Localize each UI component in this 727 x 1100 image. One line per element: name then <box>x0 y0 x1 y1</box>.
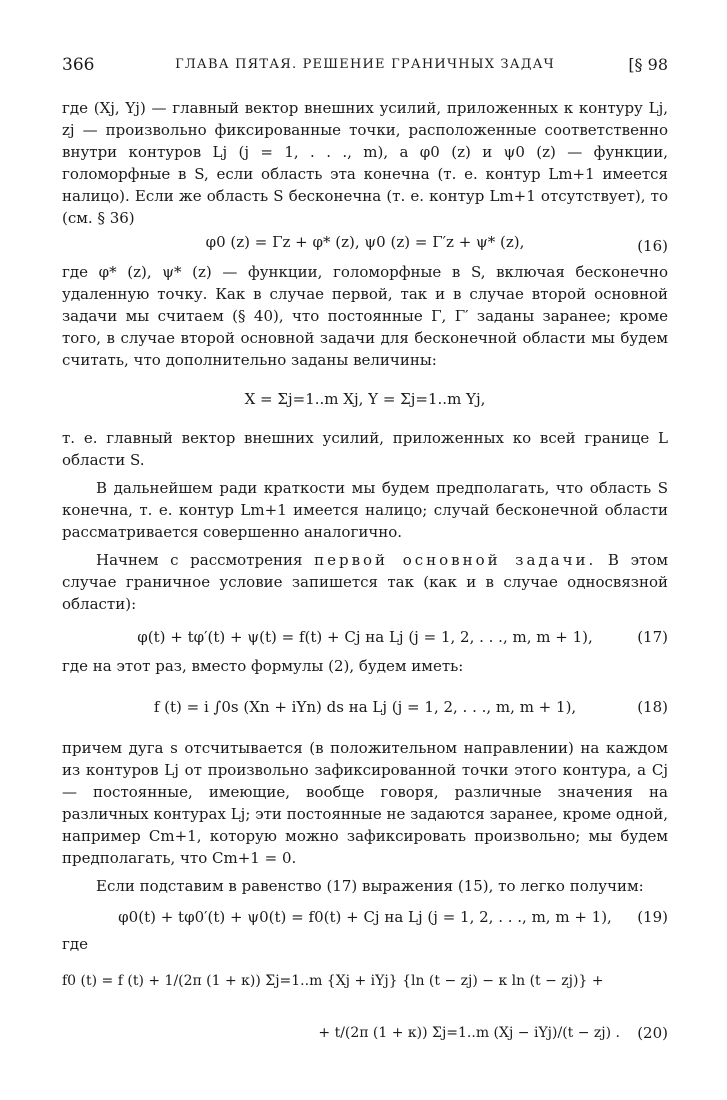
equation-16 <box>62 231 668 261</box>
equation-16-number: (16) <box>637 237 668 255</box>
equation-20-part-1: f0 (t) = f (t) + 1/(2π (1 + κ)) Σj=1..m {Xj + iYj} {ln (t − zj) − κ ln (t − zj)} + <box>62 973 604 989</box>
first-main-problem-emphasis: первой основной задачи. <box>314 551 597 569</box>
equation-20-part-2: + t/(2π (1 + κ)) Σj=1..m (Xj − iYj)/(t − zj) . <box>318 1025 620 1041</box>
paragraph-6: где на этот раз, вместо формулы (2), будем иметь: <box>62 657 464 675</box>
page-number: 366 <box>62 55 95 75</box>
equation-20-line-1 <box>62 955 668 1007</box>
page-body <box>62 97 668 1059</box>
paragraph-5 <box>62 549 668 615</box>
equation-20-line-2 <box>62 1007 668 1059</box>
equation-20-number: (20) <box>637 1024 668 1042</box>
equation-19-body: φ0(t) + tφ0′(t) + ψ0(t) = f0(t) + Cj на Lj (j = 1, 2, . . ., m, m + 1), <box>118 908 612 926</box>
paragraph-9: где <box>62 935 88 953</box>
paragraph-8: Если подставим в равенство (17) выражения (15), то легко получим: <box>96 877 644 895</box>
paragraph-3: т. е. главный вектор внешних усилий, приложенных ко всей границе L области S. <box>62 429 668 469</box>
equation-19-number: (19) <box>637 908 668 926</box>
equation-17 <box>62 619 668 655</box>
equation-19 <box>62 901 668 933</box>
equation-17-number: (17) <box>637 628 668 646</box>
paragraph-2: где φ* (z), ψ* (z) — функции, голоморфные в S, включая бесконечно удаленную точку. Как в случае первой, так и в случае второй основной задачи мы считаем (§ 40), что постоянные Γ, Γ′ заданы заранее; кроме того, в случае второй основной задачи для бесконечной области мы будем считать, что дополнительно заданы величины: <box>62 263 668 369</box>
paragraph-1: где (Xj, Yj) — главный вектор внешних усилий, приложенных к контуру Lj, zj — произвольно фиксированные точки, расположенные соответственно внутри контуров Lj (j = 1, . . ., m), а φ0 (z) и ψ0 (z) — функции, голоморфные в S, если область эта конечна (т. е. контур Lm+1 имеется налицо). Если же область S бесконечна (т. е. контур Lm+1 отсутствует), то (см. § 36) <box>62 99 668 227</box>
paragraph-5-end: В этом случае граничное условие запишется так (как и в случае односвязной области): <box>62 551 668 613</box>
equation-18-number: (18) <box>637 698 668 716</box>
equation-18-body: f (t) = i ∫0s (Xn + iYn) ds на Lj (j = 1, 2, . . ., m, m + 1), <box>153 698 577 716</box>
section-marker: [§ 98 <box>628 55 668 74</box>
equation-18 <box>62 677 668 737</box>
equation-16-body: φ0 (z) = Γz + φ* (z), ψ0 (z) = Γ′z + ψ* (z), <box>205 233 525 251</box>
equation-XY-body: X = Σj=1..m Xj, Y = Σj=1..m Yj, <box>244 390 486 408</box>
page-header <box>62 55 668 81</box>
equation-XY <box>62 371 668 427</box>
paragraph-4: В дальнейшем ради краткости мы будем предполагать, что область S конечна, т. е. контур Lm+1 имеется налицо; случай бесконечной области рассматривается совершенно аналогично. <box>62 479 668 541</box>
equation-17-body: φ(t) + tφ′(t) + ψ(t) = f(t) + Cj на Lj (j = 1, 2, . . ., m, m + 1), <box>137 628 593 646</box>
running-title: ГЛАВА ПЯТАЯ. РЕШЕНИЕ ГРАНИЧНЫХ ЗАДАЧ <box>175 57 555 72</box>
paragraph-7: причем дуга s отсчитывается (в положительном направлении) на каждом из контуров Lj от произвольно зафиксированной точки этого контура, а Cj — постоянные, имеющие, вообще говоря, различные значения на различных контурах Lj; эти постоянные не задаются заранее, кроме одной, например Cm+1, которую можно зафиксировать произвольно; мы будем предполагать, что Cm+1 = 0. <box>62 739 668 867</box>
paragraph-5-start: Начнем с рассмотрения <box>96 551 303 569</box>
